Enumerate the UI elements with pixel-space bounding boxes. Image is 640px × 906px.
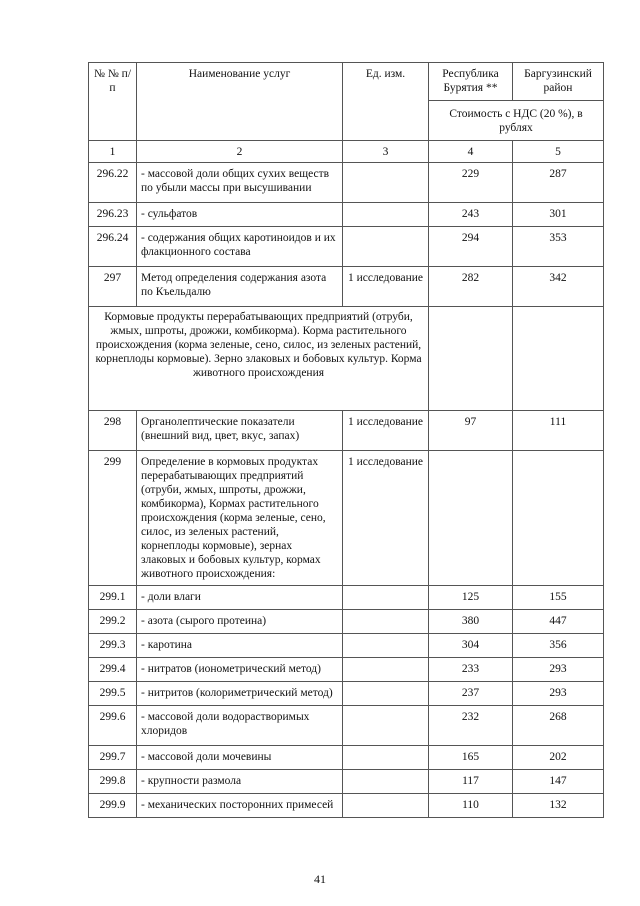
column-number: 4 xyxy=(429,141,513,163)
row-price-district: 293 xyxy=(513,682,604,706)
header-unit: Ед. изм. xyxy=(343,63,429,141)
row-price-district: 155 xyxy=(513,586,604,610)
row-name: - массовой доли водорастворимых хлоридов xyxy=(137,706,343,746)
table-row xyxy=(89,746,604,770)
row-price-republic: 380 xyxy=(429,610,513,634)
table-row xyxy=(89,586,604,610)
row-price-district: 202 xyxy=(513,746,604,770)
table-row xyxy=(89,682,604,706)
column-number: 2 xyxy=(137,141,343,163)
row-price-district: 342 xyxy=(513,267,604,307)
row-name: - содержания общих каротиноидов и их флакционного состава xyxy=(137,227,343,267)
table-row xyxy=(89,451,604,586)
row-unit xyxy=(343,682,429,706)
row-name: Метод определения содержания азота по Къельдалю xyxy=(137,267,343,307)
row-unit xyxy=(343,706,429,746)
row-price-district: 293 xyxy=(513,658,604,682)
row-unit: 1 исследование xyxy=(343,451,429,586)
row-number: 296.22 xyxy=(89,163,137,203)
table-row xyxy=(89,706,604,746)
row-name: - массовой доли общих сухих веществ по убыли массы при высушивании xyxy=(137,163,343,203)
table-row xyxy=(89,163,604,203)
row-number: 299.6 xyxy=(89,706,137,746)
row-price-republic: 165 xyxy=(429,746,513,770)
row-price-republic: 117 xyxy=(429,770,513,794)
row-price-republic: 294 xyxy=(429,227,513,267)
row-name: - механических посторонних примесей xyxy=(137,794,343,818)
row-unit xyxy=(343,227,429,267)
column-number: 3 xyxy=(343,141,429,163)
row-price-republic: 233 xyxy=(429,658,513,682)
row-number: 296.23 xyxy=(89,203,137,227)
row-name: - каротина xyxy=(137,634,343,658)
row-number: 299.2 xyxy=(89,610,137,634)
row-price-district: 147 xyxy=(513,770,604,794)
table-row xyxy=(89,658,604,682)
row-price-republic: 110 xyxy=(429,794,513,818)
section-title: Кормовые продукты перерабатывающих предприятий (отруби, жмых, шпроты, дрожжи, комбикорма). Корма растительного происхождения (корма зеленые, сено, силос, из зеленых растений, корнеплоды кормовые). Зерно злаковых и бобовых культур. Корма животного происхождения xyxy=(89,307,429,411)
row-unit: 1 исследование xyxy=(343,411,429,451)
empty-cell xyxy=(513,307,604,411)
table-row xyxy=(89,610,604,634)
row-price-republic: 229 xyxy=(429,163,513,203)
row-number: 299 xyxy=(89,451,137,586)
column-number: 5 xyxy=(513,141,604,163)
row-number: 299.9 xyxy=(89,794,137,818)
row-name: - нитритов (колориметрический метод) xyxy=(137,682,343,706)
price-table xyxy=(88,62,604,818)
row-price-republic: 304 xyxy=(429,634,513,658)
row-name: - нитратов (ионометрический метод) xyxy=(137,658,343,682)
row-number: 299.1 xyxy=(89,586,137,610)
row-price-district: 132 xyxy=(513,794,604,818)
table-row xyxy=(89,634,604,658)
row-number: 299.5 xyxy=(89,682,137,706)
row-number: 296.24 xyxy=(89,227,137,267)
row-price-district xyxy=(513,451,604,586)
row-number: 299.4 xyxy=(89,658,137,682)
row-unit xyxy=(343,610,429,634)
column-number: 1 xyxy=(89,141,137,163)
row-number: 299.7 xyxy=(89,746,137,770)
header-service-name: Наименование услуг xyxy=(137,63,343,141)
table-row xyxy=(89,227,604,267)
row-unit xyxy=(343,658,429,682)
row-price-republic: 232 xyxy=(429,706,513,746)
row-price-district: 447 xyxy=(513,610,604,634)
row-price-republic xyxy=(429,451,513,586)
table-row xyxy=(89,411,604,451)
row-unit xyxy=(343,794,429,818)
row-price-republic: 282 xyxy=(429,267,513,307)
row-number: 299.3 xyxy=(89,634,137,658)
row-unit xyxy=(343,634,429,658)
row-name: - массовой доли мочевины xyxy=(137,746,343,770)
row-unit xyxy=(343,746,429,770)
row-price-republic: 125 xyxy=(429,586,513,610)
row-name: - сульфатов xyxy=(137,203,343,227)
table-row xyxy=(89,794,604,818)
row-name: - крупности размола xyxy=(137,770,343,794)
header-cost-note: Стоимость с НДС (20 %), в рублях xyxy=(429,101,604,141)
row-price-district: 268 xyxy=(513,706,604,746)
row-price-district: 301 xyxy=(513,203,604,227)
row-price-district: 356 xyxy=(513,634,604,658)
table-row xyxy=(89,267,604,307)
header-district: Баргузинский район xyxy=(513,63,604,101)
row-price-republic: 243 xyxy=(429,203,513,227)
row-name: - азота (сырого протеина) xyxy=(137,610,343,634)
row-price-republic: 97 xyxy=(429,411,513,451)
row-unit xyxy=(343,586,429,610)
row-number: 297 xyxy=(89,267,137,307)
table-row xyxy=(89,770,604,794)
row-unit xyxy=(343,203,429,227)
empty-cell xyxy=(429,307,513,411)
row-name: Определение в кормовых продуктах перерабатывающих предприятий (отруби, жмых, шпроты, дрожжи, комбикорма), Кормах растительного происхождения (корма зеленые, сено, силос, из зеленых растений, корнеплоды кормовые), зернах злаковых и бобовых культур, кормах животного происхождения: xyxy=(137,451,343,586)
row-unit xyxy=(343,770,429,794)
row-name: - доли влаги xyxy=(137,586,343,610)
row-unit: 1 исследование xyxy=(343,267,429,307)
table-row xyxy=(89,203,604,227)
row-price-district: 287 xyxy=(513,163,604,203)
row-unit xyxy=(343,163,429,203)
row-price-republic: 237 xyxy=(429,682,513,706)
row-name: Органолептические показатели (внешний вид, цвет, вкус, запах) xyxy=(137,411,343,451)
row-number: 299.8 xyxy=(89,770,137,794)
header-number: № № п/п xyxy=(89,63,137,141)
page-number: 41 xyxy=(314,872,326,886)
header-republic: Республика Бурятия ** xyxy=(429,63,513,101)
row-price-district: 353 xyxy=(513,227,604,267)
row-price-district: 111 xyxy=(513,411,604,451)
row-number: 298 xyxy=(89,411,137,451)
